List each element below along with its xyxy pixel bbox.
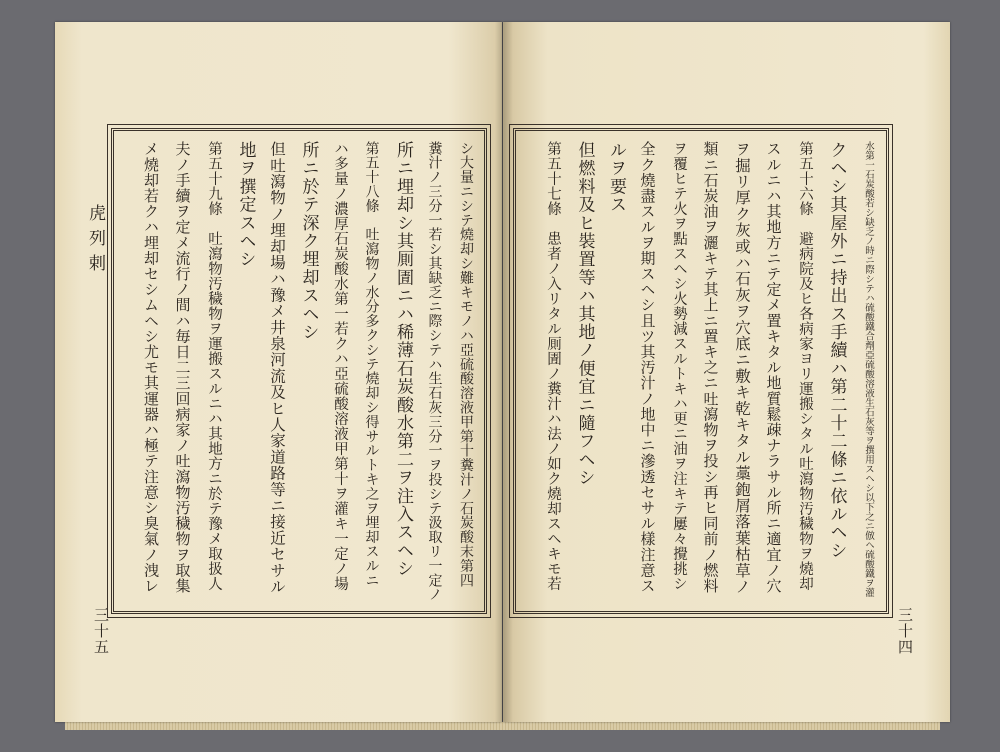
text-column: ヲ掘リ厚ク灰或ハ石灰ヲ穴底ニ敷キ乾キタル藁鉋屑落葉枯草ノ — [733, 141, 751, 595]
page-number-right: 三十四 — [896, 607, 914, 655]
page-number-left: 三十五 — [92, 607, 110, 655]
open-book — [55, 22, 950, 732]
text-frame-right — [513, 128, 889, 614]
text-column: ルヲ要ス — [606, 141, 626, 214]
text-column: 所ニ於テ深ク埋却スヘシ — [298, 141, 319, 342]
text-column: 第五十六條 避病院及ヒ各病家ヨリ運搬シタル吐瀉物汚穢物ヲ燒却 — [797, 141, 813, 591]
page-edges — [65, 722, 940, 730]
left-page — [55, 22, 502, 722]
text-column: 地ヲ撰定スヘシ — [235, 141, 256, 269]
text-column: 水第一石炭酸若シ缺乏ノ時ニ際シテハ硫酸鐵合劑亞硫酸溶液生石灰等ヲ撰用スヘシ以下之ニ倣ヘ硫酸鐵ヲ灌 — [863, 141, 874, 597]
text-column: 所ニ埋却シ其厠圊ニハ稀薄石炭酸水第二ヲ注入スヘシ — [393, 141, 413, 578]
text-column: 糞汁ノ三分一若シ其缺乏ニ際シテハ生石灰三分一ヲ投シテ汲取リ一定ノ — [426, 141, 443, 602]
text-column: 但燃料及ヒ裝置等ハ其地ノ便宜ニ隨フヘシ — [574, 141, 595, 487]
text-column: 但吐瀉物ノ埋却場ハ豫メ井泉河流及ヒ人家道路等ニ接近セサル — [268, 141, 286, 595]
text-column: ヲ覆ヒテ火ヲ點スヘシ火勢減スルトキハ更ニ油ヲ注キテ屢々攪挑シ — [671, 141, 687, 591]
text-column: 全ク燒盡スルヲ期スヘシ且ツ其汚汁ノ地中ニ滲透セサル樣注意ス — [638, 141, 657, 594]
running-header: 虎列剌 — [85, 204, 105, 279]
text-frame-left — [111, 128, 487, 614]
text-column: 第五十八條 吐瀉物ノ水分多クシテ燒却シ得サルトキ之ヲ埋却スルニ — [363, 141, 380, 588]
gutter — [495, 22, 513, 722]
text-column: スルニハ其地方ニテ定メ置キタル地質鬆疎ナラサル所ニ適宜ノ穴 — [764, 141, 783, 594]
text-column: メ燒却若クハ埋却セシムヘシ尤モ其運器ハ極テ注意シ臭氣ノ洩レ — [142, 141, 160, 594]
text-column: シ大量ニシテ燒却シ難キモノハ亞硫酸溶液甲第十糞汁ノ石炭酸末第四 — [458, 141, 474, 588]
text-column: ハ多量ノ濃厚石炭酸水第一若クハ亞硫酸溶液甲第十ヲ灌キ一定ノ場 — [332, 141, 348, 591]
text-column: 類ニ石炭油ヲ灑キテ其上ニ置キ之ニ吐瀉物ヲ投シ再ヒ同前ノ燃料 — [701, 141, 720, 594]
text-column: クヘシ其屋外ニ持出ス手續ハ第二十二條ニ依ルヘシ — [826, 141, 847, 560]
text-column: 夫ノ手續ヲ定メ流行ノ間ハ毎日二三回病家ノ吐瀉物汚穢物ヲ取集 — [173, 141, 192, 594]
text-column: 第五十九條 吐瀉物汚穢物ヲ運搬スルニハ其地方ニ於テ豫メ取扱人 — [206, 141, 222, 591]
right-page — [503, 22, 950, 722]
text-column: 第五十七條 患者ノ入リタル厠圊ノ糞汁ハ法ノ如ク燒却スヘキモ若 — [545, 141, 561, 591]
